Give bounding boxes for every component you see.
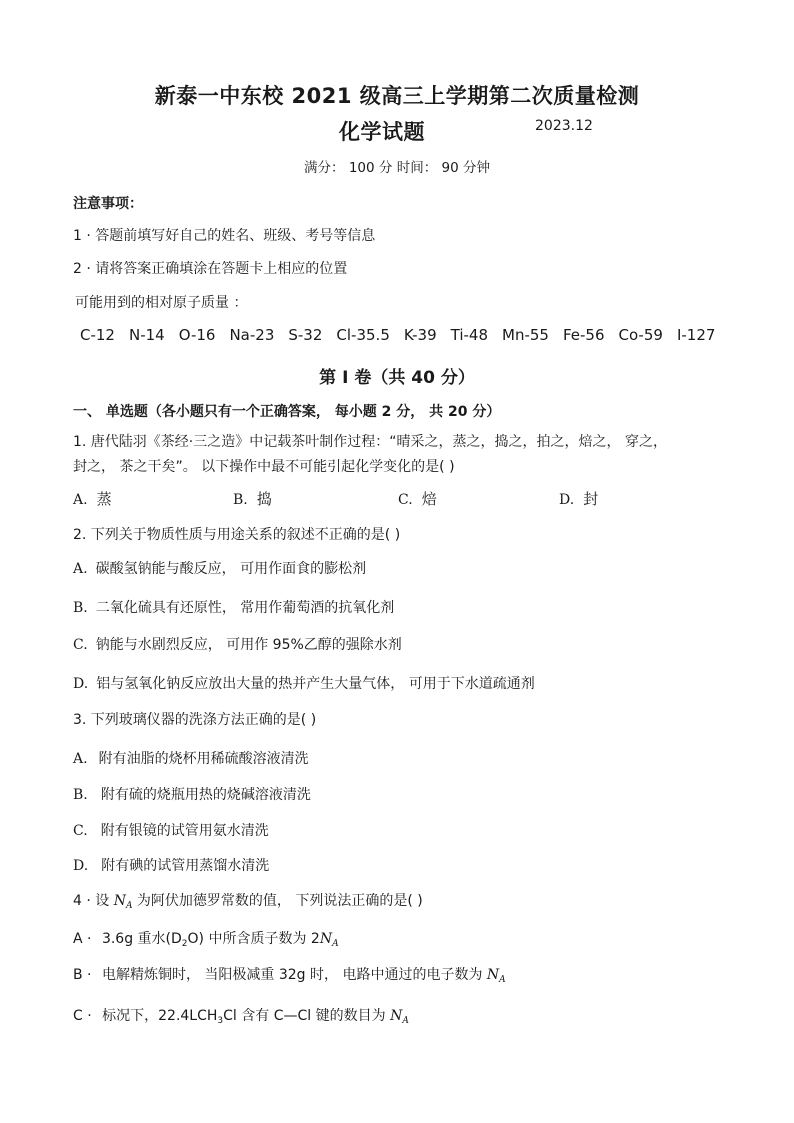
exam-date: 2023.12 [535,118,593,134]
q1-option-b [233,488,272,509]
atomic-mass: O-16 [178,326,216,344]
option-text: 附有硫的烧瓶用热的烧碱溶液清洗 [100,787,311,803]
atomic-mass-list [80,326,729,344]
atomic-mass: N-14 [128,326,165,344]
option-letter: D. [559,492,575,508]
q3-option-d [73,855,269,875]
subject-title: 化学试题 [339,120,425,144]
atomic-mass: Co-59 [618,326,663,344]
q3-stem: 3. 下列玻璃仪器的洗涤方法正确的是( ) [73,712,317,728]
q1-option-a [73,488,112,509]
option-letter: A · [73,931,92,947]
option-letter: A. [73,751,88,767]
q1-stem-line1: 1. 唐代陆羽《茶经·三之造》中记载茶叶制作过程：“晴采之，蒸之，捣之，拍之，焙之， 穿之， [73,434,667,450]
option-text: 标况下，$22.4LCH_3Cl$ 含有 C—Cl 键的数目为 $N_A$ [102,1008,409,1026]
option-text: 铝与氢氧化钠反应放出大量的热并产生大量气体， 可用于下水道疏通剂 [96,676,535,692]
option-letter: B. [233,492,248,508]
option-text: 碳酸氢钠能与酸反应， 可用作面食的膨松剂 [95,561,367,577]
q4-stem [73,890,423,910]
q1-stem-line2: 封之， 茶之干矣”。 以下操作中最不可能引起化学变化的是( ) [73,459,455,475]
option-letter: D. [73,858,89,874]
option-text: 封 [583,490,599,508]
stem-text: 4 · 设 [73,893,114,909]
atomic-mass: K-39 [403,326,437,344]
na-symbol: $N_A$ [113,893,133,911]
atomic-mass: Mn-55 [502,326,549,344]
q2-stem: 2. 下列关于物质性质与用途关系的叙述不正确的是( ) [73,527,401,543]
q2-option-c [73,634,402,654]
atomic-mass: Cl-35.5 [336,326,390,344]
option-text: 电解精炼铜时， 当阳极减重 32g 时， 电路中通过的电子数为 $N_A$ [101,967,506,985]
q2-option-a [73,558,366,578]
atomic-mass: I-127 [676,326,716,344]
atomic-mass: Ti-48 [450,326,488,344]
q1-option-d [559,488,598,509]
option-letter: B. [73,787,88,803]
option-letter: C · [73,1008,92,1024]
na-symbol: $N_A$ [319,931,339,949]
atomic-mass: S-32 [288,326,323,344]
option-text: 钠能与水剧烈反应， 可用作 95%乙醇的强除水剂 [95,637,402,653]
option-text: 附有油脂的烧杯用稀硫酸溶液清洗 [98,751,309,767]
q1-option-c [398,488,437,509]
option-text: 3.6g 重水$(D_2O)$ 中所含质子数为 $2N_A$ [101,931,339,949]
option-text: 二氧化硫具有还原性， 常用作葡萄酒的抗氧化剂 [95,600,395,616]
q3-option-c [73,820,269,840]
note-item-1: 1 · 答题前填写好自己的姓名、班级、考号等信息 [73,228,376,244]
option-letter: C. [73,823,88,839]
option-text: 蒸 [96,490,112,508]
section-title: 第 I 卷（共 40 分） [319,368,475,388]
option-letter: C. [73,637,88,653]
part-heading: 一、 单选题（各小题只有一个正确答案， 每小题 2 分， 共 20 分） [73,404,501,420]
atomic-mass-label: 可能用到的相对原子质量 ： [75,295,248,311]
q3-option-a [73,748,309,768]
option-letter: C. [398,492,413,508]
score-and-time: 满分： 100 分 时间： 90 分钟 [304,160,490,176]
na-symbol: $N_A$ [486,967,506,985]
q4-option-a [73,928,339,948]
note-item-2: 2 · 请将答案正确填涂在答题卡上相应的位置 [73,261,348,277]
q2-option-b [73,597,394,617]
notes-heading: 注意事项： [73,196,143,212]
option-letter: B · [73,967,92,983]
option-letter: A. [73,492,88,508]
option-text: 附有银镜的试管用氨水清洗 [100,823,269,839]
q3-option-b [73,784,311,804]
option-text: 焙 [421,490,437,508]
q4-option-c [73,1005,409,1025]
option-letter: B. [73,600,88,616]
atomic-mass: Na-23 [229,326,275,344]
na-symbol: $N_A$ [390,1008,409,1026]
q2-option-d [73,673,535,693]
option-text: 附有碘的试管用蒸馏水清洗 [101,858,270,874]
option-letter: D. [73,676,89,692]
option-text: 捣 [256,490,272,508]
stem-text: 为阿伏加德罗常数的值， 下列说法正确的是( ) [132,893,423,909]
atomic-mass: Fe-56 [562,326,605,344]
option-letter: A. [73,561,88,577]
exam-title: 新泰一中东校 2021 级高三上学期第二次质量检测 [154,84,640,108]
q4-option-b [73,964,506,984]
atomic-mass: C-12 [80,326,115,344]
